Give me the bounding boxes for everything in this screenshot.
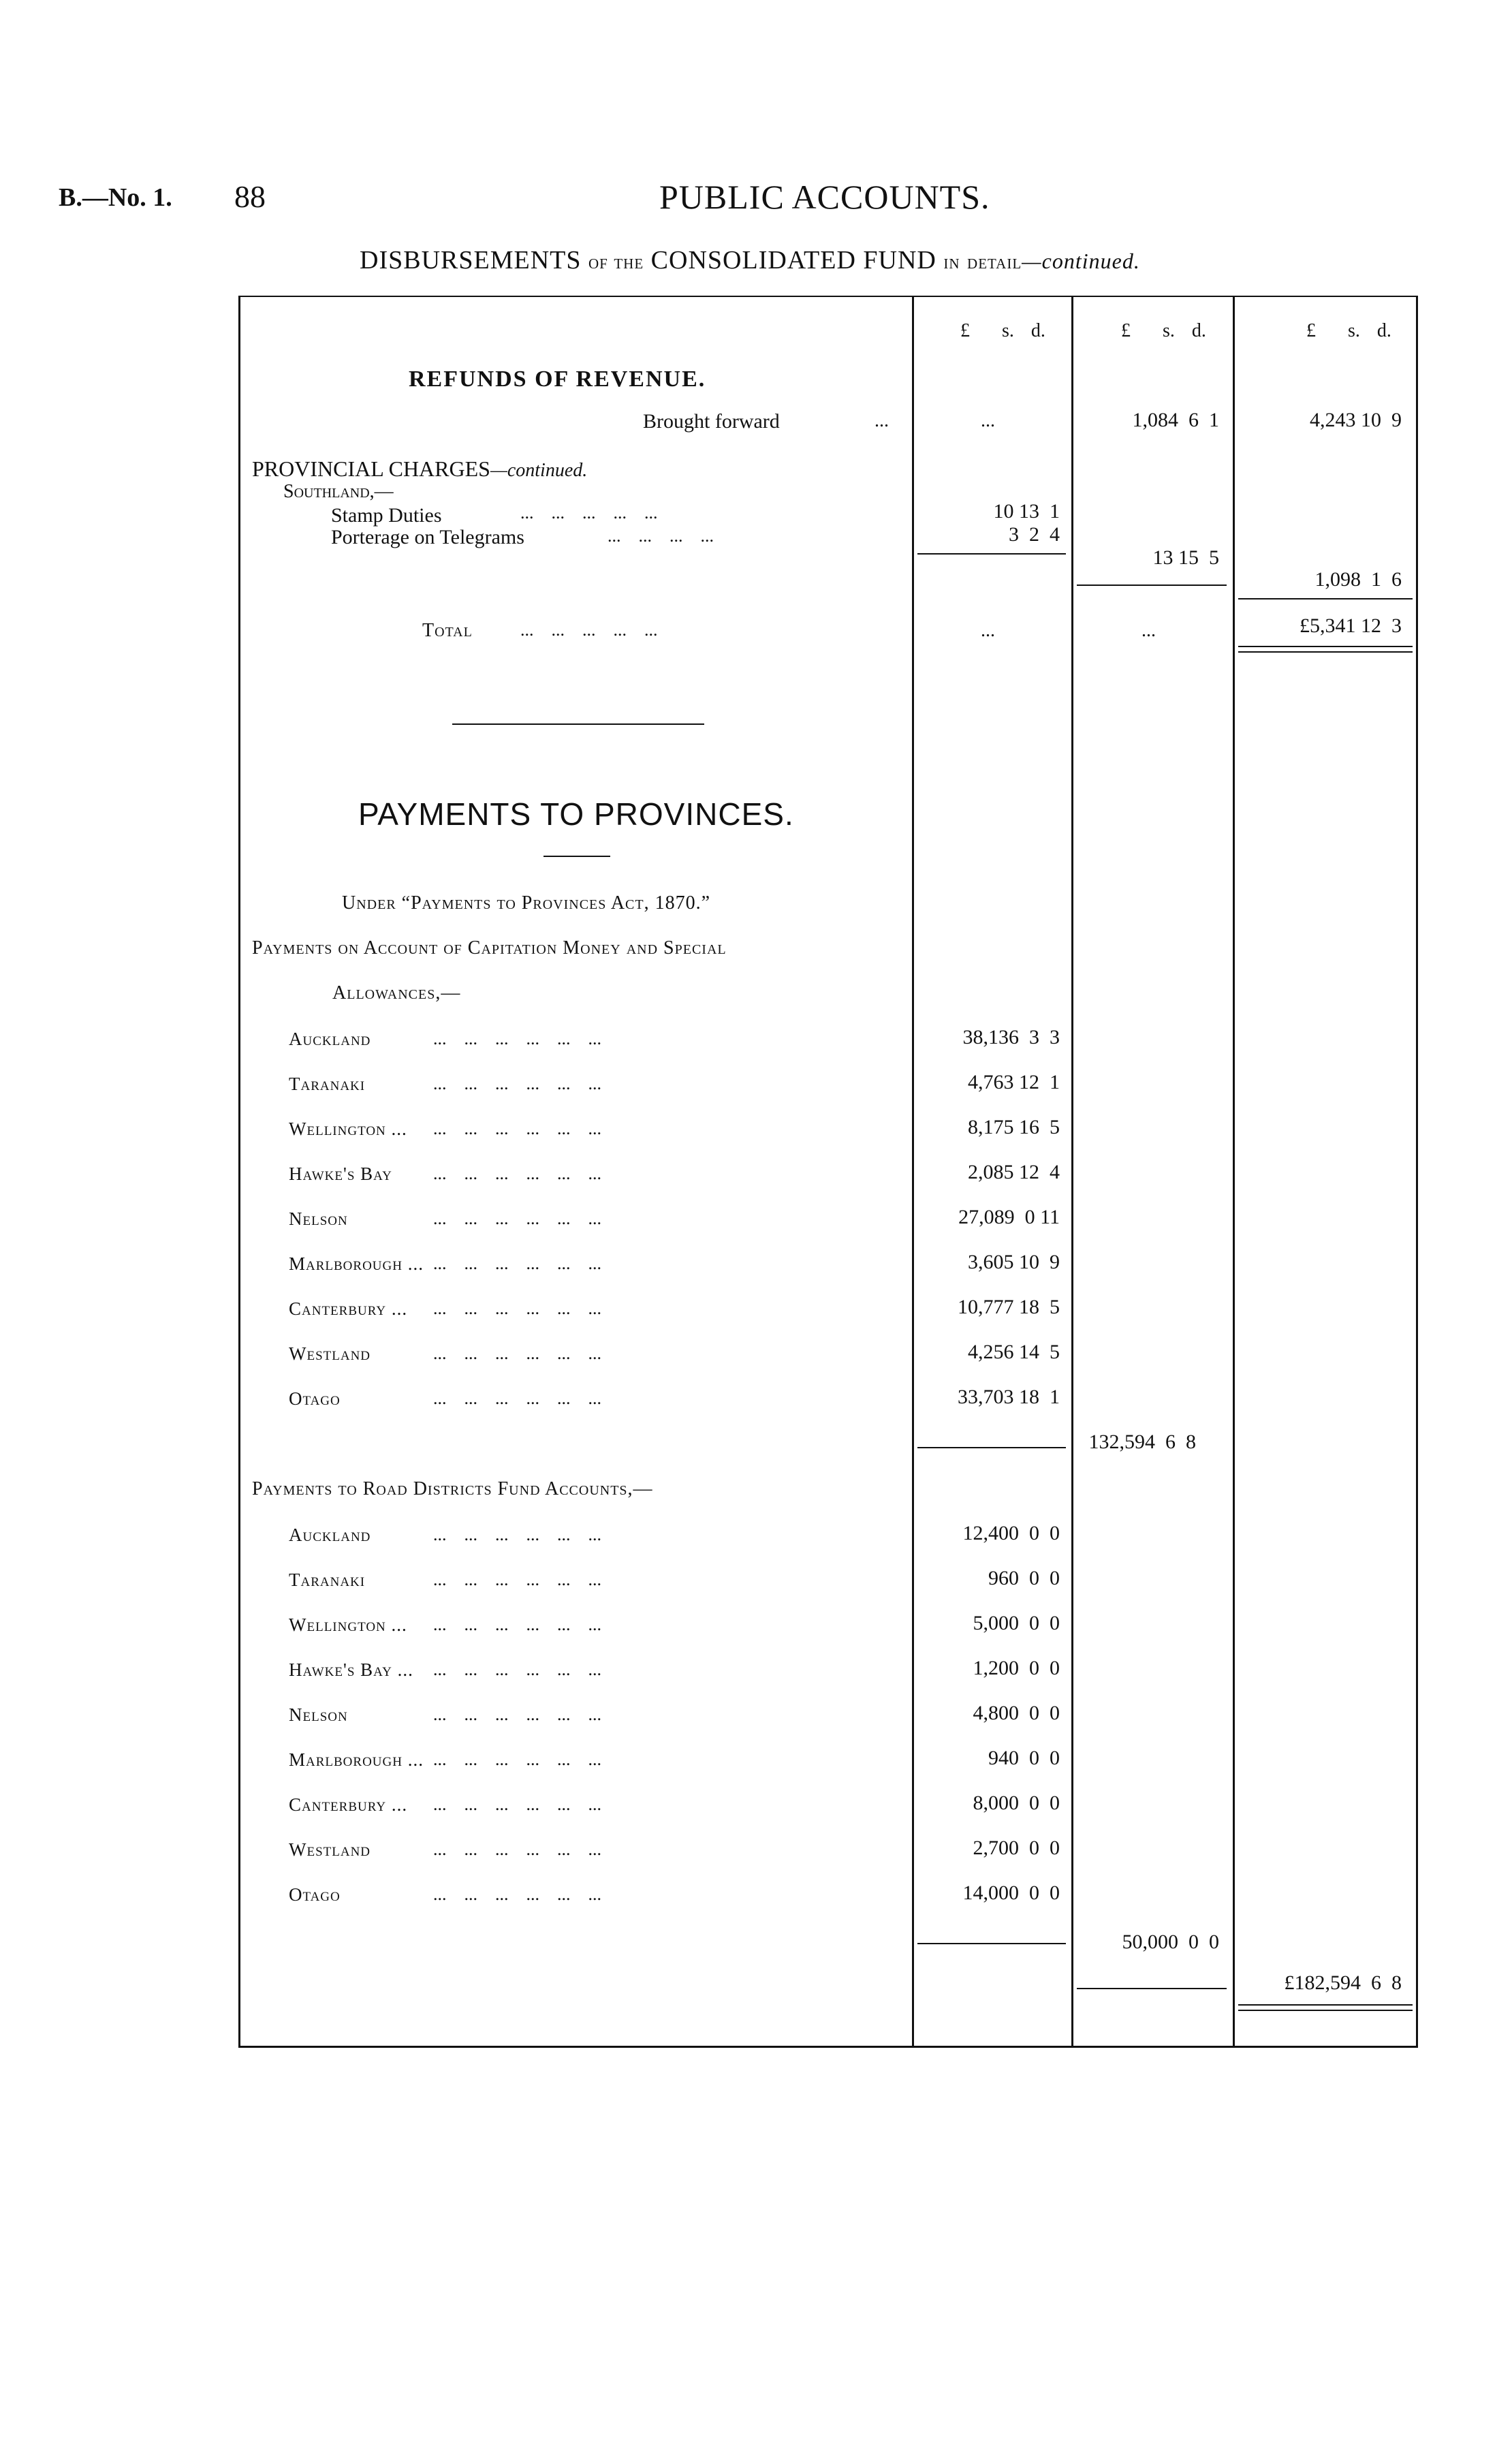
capitation-row-dots: ... ... ... ... ... ... xyxy=(433,1164,601,1183)
road-row-dots: ... ... ... ... ... ... xyxy=(433,1749,601,1769)
capitation-row-name: Otago xyxy=(289,1388,341,1409)
road-row-dots: ... ... ... ... ... ... xyxy=(433,1704,601,1724)
road-row-name: Nelson xyxy=(289,1704,348,1725)
capitation-row-amount: 10,777 18 5 xyxy=(958,1296,1060,1318)
subtitle-continued: —continued. xyxy=(1022,249,1140,273)
capitation-row-amount: 38,136 3 3 xyxy=(962,1026,1060,1048)
col2-shillings: s. xyxy=(1163,320,1175,341)
porterage-label: Porterage on Telegrams xyxy=(331,526,524,548)
road-row-name: Taranaki xyxy=(289,1570,366,1590)
brought-forward-col2: 1,084 6 1 xyxy=(1132,409,1219,431)
stamp-duties-amount: 10 13 1 xyxy=(993,500,1060,523)
road-row-amount: 960 0 0 xyxy=(988,1567,1060,1589)
col3-pound: £ xyxy=(1306,320,1316,341)
table-bottom-rule xyxy=(238,2046,1418,2048)
page-number: 88 xyxy=(234,179,266,214)
capitation-total-rule xyxy=(917,1447,1066,1448)
capitation-row-dots: ... ... ... ... ... ... xyxy=(433,1119,601,1138)
col3-shillings: s. xyxy=(1348,320,1360,341)
grand-total-double-rule xyxy=(1238,2004,1413,2011)
payments-heading: PAYMENTS TO PROVINCES. xyxy=(358,796,794,832)
col3-pence: d. xyxy=(1376,320,1391,341)
document-reference: B.—No. 1. xyxy=(59,183,172,212)
col2-subtotal-rule xyxy=(1077,585,1227,586)
road-row-dots: ... ... ... ... ... ... xyxy=(433,1794,601,1814)
capitation-row-name: Wellington ... xyxy=(289,1119,407,1139)
grand-total: £182,594 6 8 xyxy=(1284,1972,1402,1994)
capitation-row-amount: 2,085 12 4 xyxy=(968,1161,1060,1183)
road-row-dots: ... ... ... ... ... ... xyxy=(433,1525,601,1544)
col1-header xyxy=(960,320,1045,342)
road-row-amount: 8,000 0 0 xyxy=(973,1792,1060,1814)
capitation-row-amount: 33,703 18 1 xyxy=(958,1386,1060,1408)
table-left-border xyxy=(238,296,240,2046)
road-total: 50,000 0 0 xyxy=(1122,1931,1219,1953)
refunds-total-double-rule xyxy=(1238,646,1413,653)
table-top-rule xyxy=(238,296,1418,297)
road-districts-heading: Payments to Road Districts Fund Accounts,— xyxy=(252,1478,653,1499)
road-row-dots: ... ... ... ... ... ... xyxy=(433,1570,601,1589)
subtitle-in: in xyxy=(943,251,960,273)
capitation-row-dots: ... ... ... ... ... ... xyxy=(433,1388,601,1408)
col2-pence: d. xyxy=(1191,320,1206,341)
road-row-amount: 5,000 0 0 xyxy=(973,1612,1060,1634)
capitation-row-amount: 4,256 14 5 xyxy=(968,1341,1060,1363)
column-divider-3 xyxy=(1233,296,1235,2046)
col1-southland-rule xyxy=(917,553,1066,555)
road-row-dots: ... ... ... ... ... ... xyxy=(433,1615,601,1634)
road-row-name: Westland xyxy=(289,1839,371,1860)
capitation-heading: Payments on Account of Capitation Money and Special xyxy=(252,937,727,959)
road-row-name: Wellington ... xyxy=(289,1615,407,1635)
provincial-charges-continued: —continued. xyxy=(490,460,588,481)
capitation-total: 132,594 6 8 xyxy=(1088,1431,1196,1453)
road-row-name: Marlborough ... xyxy=(289,1749,424,1770)
col2-header xyxy=(1121,320,1206,342)
capitation-row-name: Westland xyxy=(289,1343,371,1364)
stamp-duties-dots: ... ... ... ... ... xyxy=(520,503,658,523)
col1-pound: £ xyxy=(960,320,970,341)
capitation-row-dots: ... ... ... ... ... ... xyxy=(433,1253,601,1273)
provincial-charges-heading xyxy=(252,456,587,482)
refunds-heading: REFUNDS OF REVENUE. xyxy=(409,367,706,392)
total-dots: ... ... ... ... ... xyxy=(520,620,658,640)
act-line: Under “Payments to Provinces Act, 1870.” xyxy=(342,892,711,914)
capitation-row-dots: ... ... ... ... ... ... xyxy=(433,1074,601,1093)
capitation-row-amount: 8,175 16 5 xyxy=(968,1116,1060,1138)
col3-header xyxy=(1306,320,1391,342)
col2-grand-rule xyxy=(1077,1988,1227,1989)
road-row-dots: ... ... ... ... ... ... xyxy=(433,1659,601,1679)
col3-subtotal-rule xyxy=(1238,598,1413,599)
capitation-row-amount: 27,089 0 11 xyxy=(958,1206,1060,1228)
porterage-amount: 3 2 4 xyxy=(1009,523,1060,546)
provincial-charges-label: PROVINCIAL CHARGES xyxy=(252,456,490,481)
road-row-dots: ... ... ... ... ... ... xyxy=(433,1884,601,1904)
table-right-border xyxy=(1416,296,1418,2046)
capitation-row-amount: 4,763 12 1 xyxy=(968,1071,1060,1093)
capitation-heading-2: Allowances,— xyxy=(332,982,461,1003)
payments-heading-rule xyxy=(544,856,610,857)
road-row-amount: 14,000 0 0 xyxy=(962,1882,1060,1904)
capitation-row-dots: ... ... ... ... ... ... xyxy=(433,1029,601,1048)
brought-forward-dots: ... xyxy=(875,410,889,431)
section-separator xyxy=(452,723,704,725)
column-divider-1 xyxy=(912,296,914,2046)
road-row-name: Auckland xyxy=(289,1525,371,1545)
capitation-row-name: Marlborough ... xyxy=(289,1253,424,1274)
page-title: PUBLIC ACCOUNTS. xyxy=(659,178,990,216)
capitation-row-amount: 3,605 10 9 xyxy=(968,1251,1060,1273)
capitation-row-name: Canterbury ... xyxy=(289,1298,408,1319)
capitation-row-name: Taranaki xyxy=(289,1074,366,1094)
brought-forward-label: Brought forward xyxy=(643,410,780,433)
subtitle-fund: CONSOLIDATED FUND xyxy=(650,246,936,275)
stamp-duties-label: Stamp Duties xyxy=(331,504,442,527)
road-row-name: Canterbury ... xyxy=(289,1794,408,1815)
capitation-row-name: Hawke's Bay xyxy=(289,1164,392,1184)
refunds-subtotal: 1,098 1 6 xyxy=(1314,568,1402,591)
total-label: Total xyxy=(422,620,473,641)
brought-forward-col3: 4,243 10 9 xyxy=(1310,409,1402,431)
road-row-dots: ... ... ... ... ... ... xyxy=(433,1839,601,1859)
col2-pound: £ xyxy=(1121,320,1131,341)
total-col2: ... xyxy=(1141,620,1156,641)
road-row-amount: 1,200 0 0 xyxy=(973,1657,1060,1679)
subtitle-main: DISBURSEMENTS xyxy=(360,246,582,275)
road-row-amount: 2,700 0 0 xyxy=(973,1837,1060,1859)
capitation-row-dots: ... ... ... ... ... ... xyxy=(433,1209,601,1228)
road-total-rule xyxy=(917,1943,1066,1944)
road-row-amount: 12,400 0 0 xyxy=(962,1522,1060,1544)
column-divider-2 xyxy=(1071,296,1073,2046)
brought-forward-col1: ... xyxy=(981,410,995,431)
southland-subtotal: 13 15 5 xyxy=(1152,546,1219,569)
total-col1: ... xyxy=(981,620,995,641)
southland-label: Southland,— xyxy=(283,481,394,502)
page-subtitle xyxy=(360,245,1140,275)
col1-shillings: s. xyxy=(1002,320,1014,341)
road-row-amount: 4,800 0 0 xyxy=(973,1702,1060,1724)
subtitle-detail: detail xyxy=(967,251,1022,273)
refunds-total: £5,341 12 3 xyxy=(1300,614,1402,637)
road-row-name: Otago xyxy=(289,1884,341,1905)
capitation-row-name: Nelson xyxy=(289,1209,348,1229)
col1-pence: d. xyxy=(1030,320,1045,341)
road-row-name: Hawke's Bay ... xyxy=(289,1659,413,1680)
capitation-row-dots: ... ... ... ... ... ... xyxy=(433,1298,601,1318)
capitation-row-name: Auckland xyxy=(289,1029,371,1049)
road-row-amount: 940 0 0 xyxy=(988,1747,1060,1769)
subtitle-of-the: of the xyxy=(588,251,644,273)
porterage-dots: ... ... ... ... xyxy=(608,526,714,546)
capitation-row-dots: ... ... ... ... ... ... xyxy=(433,1343,601,1363)
